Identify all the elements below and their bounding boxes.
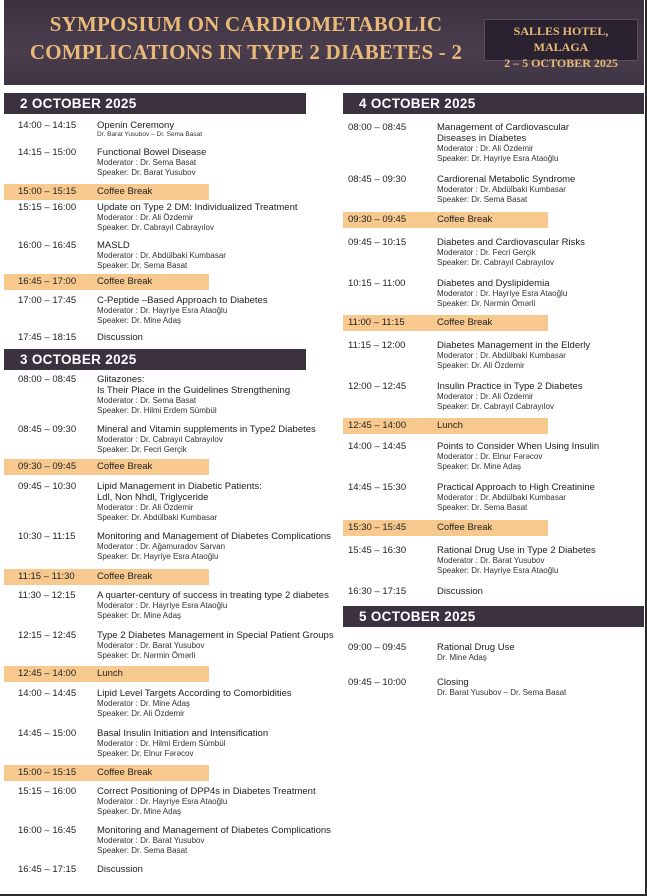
day-header: 5 OCTOBER 2025: [343, 606, 644, 627]
session-time: 16:00 – 16:45: [18, 240, 77, 251]
session-speaker: Speaker: Dr. Nərmin Ömərli: [437, 299, 536, 308]
session-speaker: Speaker: Dr. Sema Basat: [97, 846, 188, 855]
break-row: [343, 418, 548, 434]
session-speaker: Speaker: Dr. Fecri Gerçik: [97, 445, 187, 454]
break-row: [4, 569, 209, 585]
session-speaker: Speaker: Dr. Cabrayıl Cabrayılov: [437, 258, 554, 267]
session-moderator: Moderator : Dr. Ali Özdemir: [437, 144, 534, 153]
break-label: Coffee Break: [97, 461, 153, 472]
break-row: [4, 765, 209, 781]
break-time: 11:00 – 11:15: [348, 317, 405, 328]
session-time: 10:30 – 11:15: [18, 531, 76, 542]
session-moderator: Moderator : Dr. Barat Yusubov: [437, 556, 545, 565]
session-topic: Correct Positioning of DPP4s in Diabetes Treatment: [97, 786, 316, 797]
session-topic: A quarter-century of success in treating type 2 diabetes: [97, 590, 329, 601]
break-label: Coffee Break: [97, 276, 153, 287]
session-speaker: Speaker: Dr. Elnur Fərəcov: [97, 749, 194, 758]
session: [4, 864, 336, 875]
break-time: 15:30 – 15:45: [348, 522, 407, 533]
break-time: 15:00 – 15:15: [18, 767, 77, 778]
session: [343, 381, 644, 412]
session-moderator: Moderator : Dr. Hayriye Esra Ataoğlu: [97, 306, 228, 315]
session-topic: Update on Type 2 DM: Individualized Treatment: [97, 202, 298, 213]
session-moderator: Moderator : Dr. Ağamuradov Sarvan: [97, 542, 226, 551]
break-label: Lunch: [437, 420, 463, 431]
session-speaker: Speaker: Dr. Hayriye Esra Ataoğlu: [437, 566, 559, 575]
session: [343, 545, 644, 576]
session-topic: Discussion: [437, 586, 483, 597]
break-time: 15:00 – 15:15: [18, 186, 77, 197]
session-topic: Glitazones:: [97, 374, 145, 385]
session-topic: Mineral and Vitamin supplements in Type2 Diabetes: [97, 424, 316, 435]
session: [4, 202, 336, 233]
session-moderator: Moderator : Dr. Sema Basat: [97, 158, 197, 167]
break-time: 11:15 – 11:30: [18, 571, 75, 582]
session: [4, 332, 336, 343]
session-time: 15:15 – 16:00: [18, 786, 77, 797]
session-moderator: Moderator : Dr. Hilmi Erdem Sümbül: [97, 739, 226, 748]
session-time: 08:00 – 08:45: [18, 374, 77, 385]
break-row: [4, 274, 209, 290]
session: [343, 278, 644, 309]
session-speaker: Speaker: Dr. Cabrayıl Cabrayılov: [437, 402, 554, 411]
session-topic: Insulin Practice in Type 2 Diabetes: [437, 381, 583, 392]
break-label: Coffee Break: [97, 186, 153, 197]
session-topic: Monitoring and Management of Diabetes Complications: [97, 531, 331, 542]
session-topic: Basal Insulin Initiation and Intensification: [97, 728, 269, 739]
session-time: 12:00 – 12:45: [348, 381, 407, 392]
session-moderator: Moderator : Dr. Hayriye Esra Ataoğlu: [437, 289, 568, 298]
session-time: 09:45 – 10:00: [348, 677, 407, 688]
session-topic: Monitoring and Management of Diabetes Complications: [97, 825, 331, 836]
session-topic: Rational Drug Use: [437, 642, 515, 653]
title-line-1: SYMPOSIUM ON CARDIOMETABOLIC: [49, 12, 443, 36]
header-banner: [4, 0, 644, 85]
session-time: 16:45 – 17:15: [18, 864, 77, 875]
session: [343, 237, 644, 268]
session-time: 09:00 – 09:45: [348, 642, 407, 653]
session-time: 14:45 – 15:30: [348, 482, 407, 493]
session: [4, 531, 336, 562]
session: [4, 630, 336, 661]
session-topic: Diabetes Management in the Elderly: [437, 340, 591, 351]
session-time: 09:45 – 10:15: [348, 237, 407, 248]
session-time: 14:00 – 14:45: [18, 688, 77, 699]
session-moderator: Moderator : Dr. Ali Özdemir: [97, 213, 194, 222]
session-topic: Rational Drug Use in Type 2 Diabetes: [437, 545, 596, 556]
session: [4, 590, 336, 621]
session-topic: Discussion: [97, 864, 143, 875]
break-row: [343, 520, 548, 536]
session-people: Dr. Barat Yusubov – Dr. Sema Basat: [437, 688, 567, 697]
session-time: 10:15 – 11:00: [348, 278, 406, 289]
session-time: 08:45 – 09:30: [348, 174, 407, 185]
session-time: 14:00 – 14:15: [18, 120, 77, 131]
session-topic: Lipid Management in Diabetic Patients:: [97, 481, 262, 492]
break-time: 09:30 – 09:45: [18, 461, 77, 472]
day-header: 2 OCTOBER 2025: [4, 93, 306, 114]
session-time: 15:15 – 16:00: [18, 202, 77, 213]
break-row: [4, 184, 209, 200]
session: [4, 295, 336, 326]
session-speaker: Speaker: Dr. Mine Adaş: [97, 611, 182, 620]
session-topic: Openin Ceremony: [97, 120, 175, 131]
break-row: [343, 315, 548, 331]
session-moderator: Moderator : Dr. Elnur Fərəcov: [437, 452, 543, 461]
session-topic-line2: Is Their Place in the Guidelines Strengthening: [97, 385, 291, 396]
break-row: [4, 459, 209, 475]
session-time: 17:45 – 18:15: [18, 332, 77, 343]
session-moderator: Moderator : Dr. Ali Özdemir: [97, 503, 194, 512]
session-speaker: Speaker: Dr. Sema Basat: [437, 503, 528, 512]
session-speaker: Speaker: Dr. Mine Adaş: [437, 462, 522, 471]
session-time: 14:45 – 15:00: [18, 728, 77, 739]
break-time: 16:45 – 17:00: [18, 276, 77, 287]
session-time: 09:45 – 10:30: [18, 481, 77, 492]
session-time: 15:45 – 16:30: [348, 545, 407, 556]
day-header: 3 OCTOBER 2025: [4, 349, 306, 370]
session: [4, 825, 336, 856]
left-column: [4, 93, 336, 875]
session-moderator: Moderator : Dr. Cabrayıl Cabrayılov: [97, 435, 223, 444]
session-speaker: Speaker: Dr. Ali Özdemir: [437, 361, 525, 370]
session-topic: Functional Bowel Disease: [97, 147, 207, 158]
break-label: Coffee Break: [437, 522, 493, 533]
session: [4, 240, 336, 271]
session-speaker: Speaker: Dr. Cabrayıl Cabrayılov: [97, 223, 214, 232]
session: [343, 482, 644, 513]
session: [4, 120, 336, 139]
session-moderator: Moderator : Dr. Fecri Gerçik: [437, 248, 536, 257]
session-speaker: Speaker: Dr. Hayriye Esra Ataoğlu: [97, 552, 219, 561]
session-moderator: Moderator : Dr. Abdülbaki Kumbasar: [437, 185, 566, 194]
session: [343, 441, 644, 472]
break-label: Coffee Break: [437, 214, 493, 225]
day-header: 4 OCTOBER 2025: [343, 93, 644, 114]
session-speaker: Speaker: Dr. Sema Basat: [437, 195, 528, 204]
break-time: 09:30 – 09:45: [348, 214, 407, 225]
session-time: 17:00 – 17:45: [18, 295, 77, 306]
venue-name: SALLES HOTEL, MALAGA: [513, 24, 609, 54]
session-moderator: Moderator : Dr. Sema Basat: [97, 396, 197, 405]
session-speaker: Speaker: Dr. Barat Yusubov: [97, 168, 196, 177]
session-speaker: Speaker: Dr. Mine Adaş: [97, 316, 182, 325]
break-time: 12:45 – 14:00: [18, 668, 77, 679]
break-label: Coffee Break: [97, 571, 153, 582]
session-moderator: Moderator : Dr. Abdülbaki Kumbasar: [97, 251, 226, 260]
session: [4, 147, 336, 178]
session-speaker: Speaker: Dr. Ali Özdemir: [97, 709, 185, 718]
session-topic: Management of Cardiovascular: [437, 122, 570, 133]
session-speaker: Speaker: Dr. Mine Adaş: [97, 807, 182, 816]
session-topic: Points to Consider When Using Insulin: [437, 441, 600, 452]
break-row: [343, 212, 548, 228]
session-moderator: Moderator : Dr. Hayriye Esra Ataoğlu: [97, 797, 228, 806]
session-moderator: Moderator : Dr. Hayriye Esra Ataoğlu: [97, 601, 228, 610]
session-speaker: Speaker: Dr. Sema Basat: [97, 261, 188, 270]
session-time: 08:00 – 08:45: [348, 122, 407, 133]
session-topic: Lipid Level Targets According to Comorbidities: [97, 688, 292, 699]
session-topic: Diabetes and Dyslipidemia: [437, 278, 550, 289]
session: [343, 677, 644, 698]
session: [343, 642, 644, 663]
session-moderator: Moderator : Dr. Abdülbaki Kumbasar: [437, 493, 566, 502]
session-moderator: Moderator : Dr. Barat Yusubov: [97, 836, 205, 845]
session-moderator: Moderator : Dr. Ali Özdemir: [437, 392, 534, 401]
session: [4, 481, 336, 523]
session-speaker: Speaker: Dr. Nərmin Ömərli: [97, 651, 196, 660]
session: [4, 688, 336, 719]
session: [4, 728, 336, 759]
break-row: [4, 666, 209, 682]
right-column: [343, 93, 644, 698]
title-line-2: COMPLICATIONS IN TYPE 2 DIABETES - 2: [29, 40, 463, 64]
session: [343, 586, 644, 597]
session-topic: Discussion: [97, 332, 143, 343]
event-dates: 2 – 5 OCTOBER 2025: [504, 56, 618, 70]
session-speaker: Speaker: Dr. Abdülbaki Kumbasar: [97, 513, 218, 522]
break-label: Lunch: [97, 668, 123, 679]
session-topic: Closing: [437, 677, 469, 688]
session-time: 11:30 – 12:15: [18, 590, 76, 601]
session-topic: Diabetes and Cardiovascular Risks: [437, 237, 585, 248]
break-time: 12:45 – 14:00: [348, 420, 407, 431]
session-moderator: Moderator : Dr. Barat Yusubov: [97, 641, 205, 650]
session: [4, 374, 336, 416]
session: [4, 424, 336, 455]
session-topic-line2: Ldl, Non Nhdl, Triglyceride: [97, 492, 209, 503]
break-label: Coffee Break: [97, 767, 153, 778]
session-time: 11:15 – 12:00: [348, 340, 406, 351]
session-topic: Practical Approach to High Creatinine: [437, 482, 595, 493]
venue-box: [484, 19, 638, 70]
session-time: 08:45 – 09:30: [18, 424, 77, 435]
session-topic: Type 2 Diabetes Management in Special Patient Groups: [97, 630, 334, 641]
session-topic: MASLD: [97, 240, 130, 251]
session-speaker: Speaker: Dr. Hayriye Esra Ataoğlu: [437, 154, 559, 163]
session-time: 14:00 – 14:45: [348, 441, 407, 452]
session-time: 12:15 – 12:45: [18, 630, 77, 641]
session-topic: Cardiorenal Metabolic Syndrome: [437, 174, 576, 185]
symposium-title: [16, 10, 476, 66]
session-time: 14:15 – 15:00: [18, 147, 77, 158]
session-speaker: Speaker: Dr. Hilmi Erdem Sümbül: [97, 406, 217, 415]
session-moderator: Moderator : Dr. Abdülbaki Kumbasar: [437, 351, 566, 360]
break-label: Coffee Break: [437, 317, 493, 328]
session: [4, 786, 336, 817]
session-time: 16:30 – 17:15: [348, 586, 407, 597]
session: [343, 122, 644, 164]
session: [343, 340, 644, 371]
session-topic-line2: Diseases in Diabetes: [437, 133, 527, 144]
session-topic: C-Peptide –Based Approach to Diabetes: [97, 295, 268, 306]
session-people: Dr. Mine Adaş: [437, 653, 487, 662]
session-people: Dr. Barat Yusubov – Dr. Sema Basat: [97, 131, 203, 138]
session-time: 16:00 – 16:45: [18, 825, 77, 836]
session: [343, 174, 644, 205]
session-moderator: Moderator : Dr. Mine Adaş: [97, 699, 190, 708]
